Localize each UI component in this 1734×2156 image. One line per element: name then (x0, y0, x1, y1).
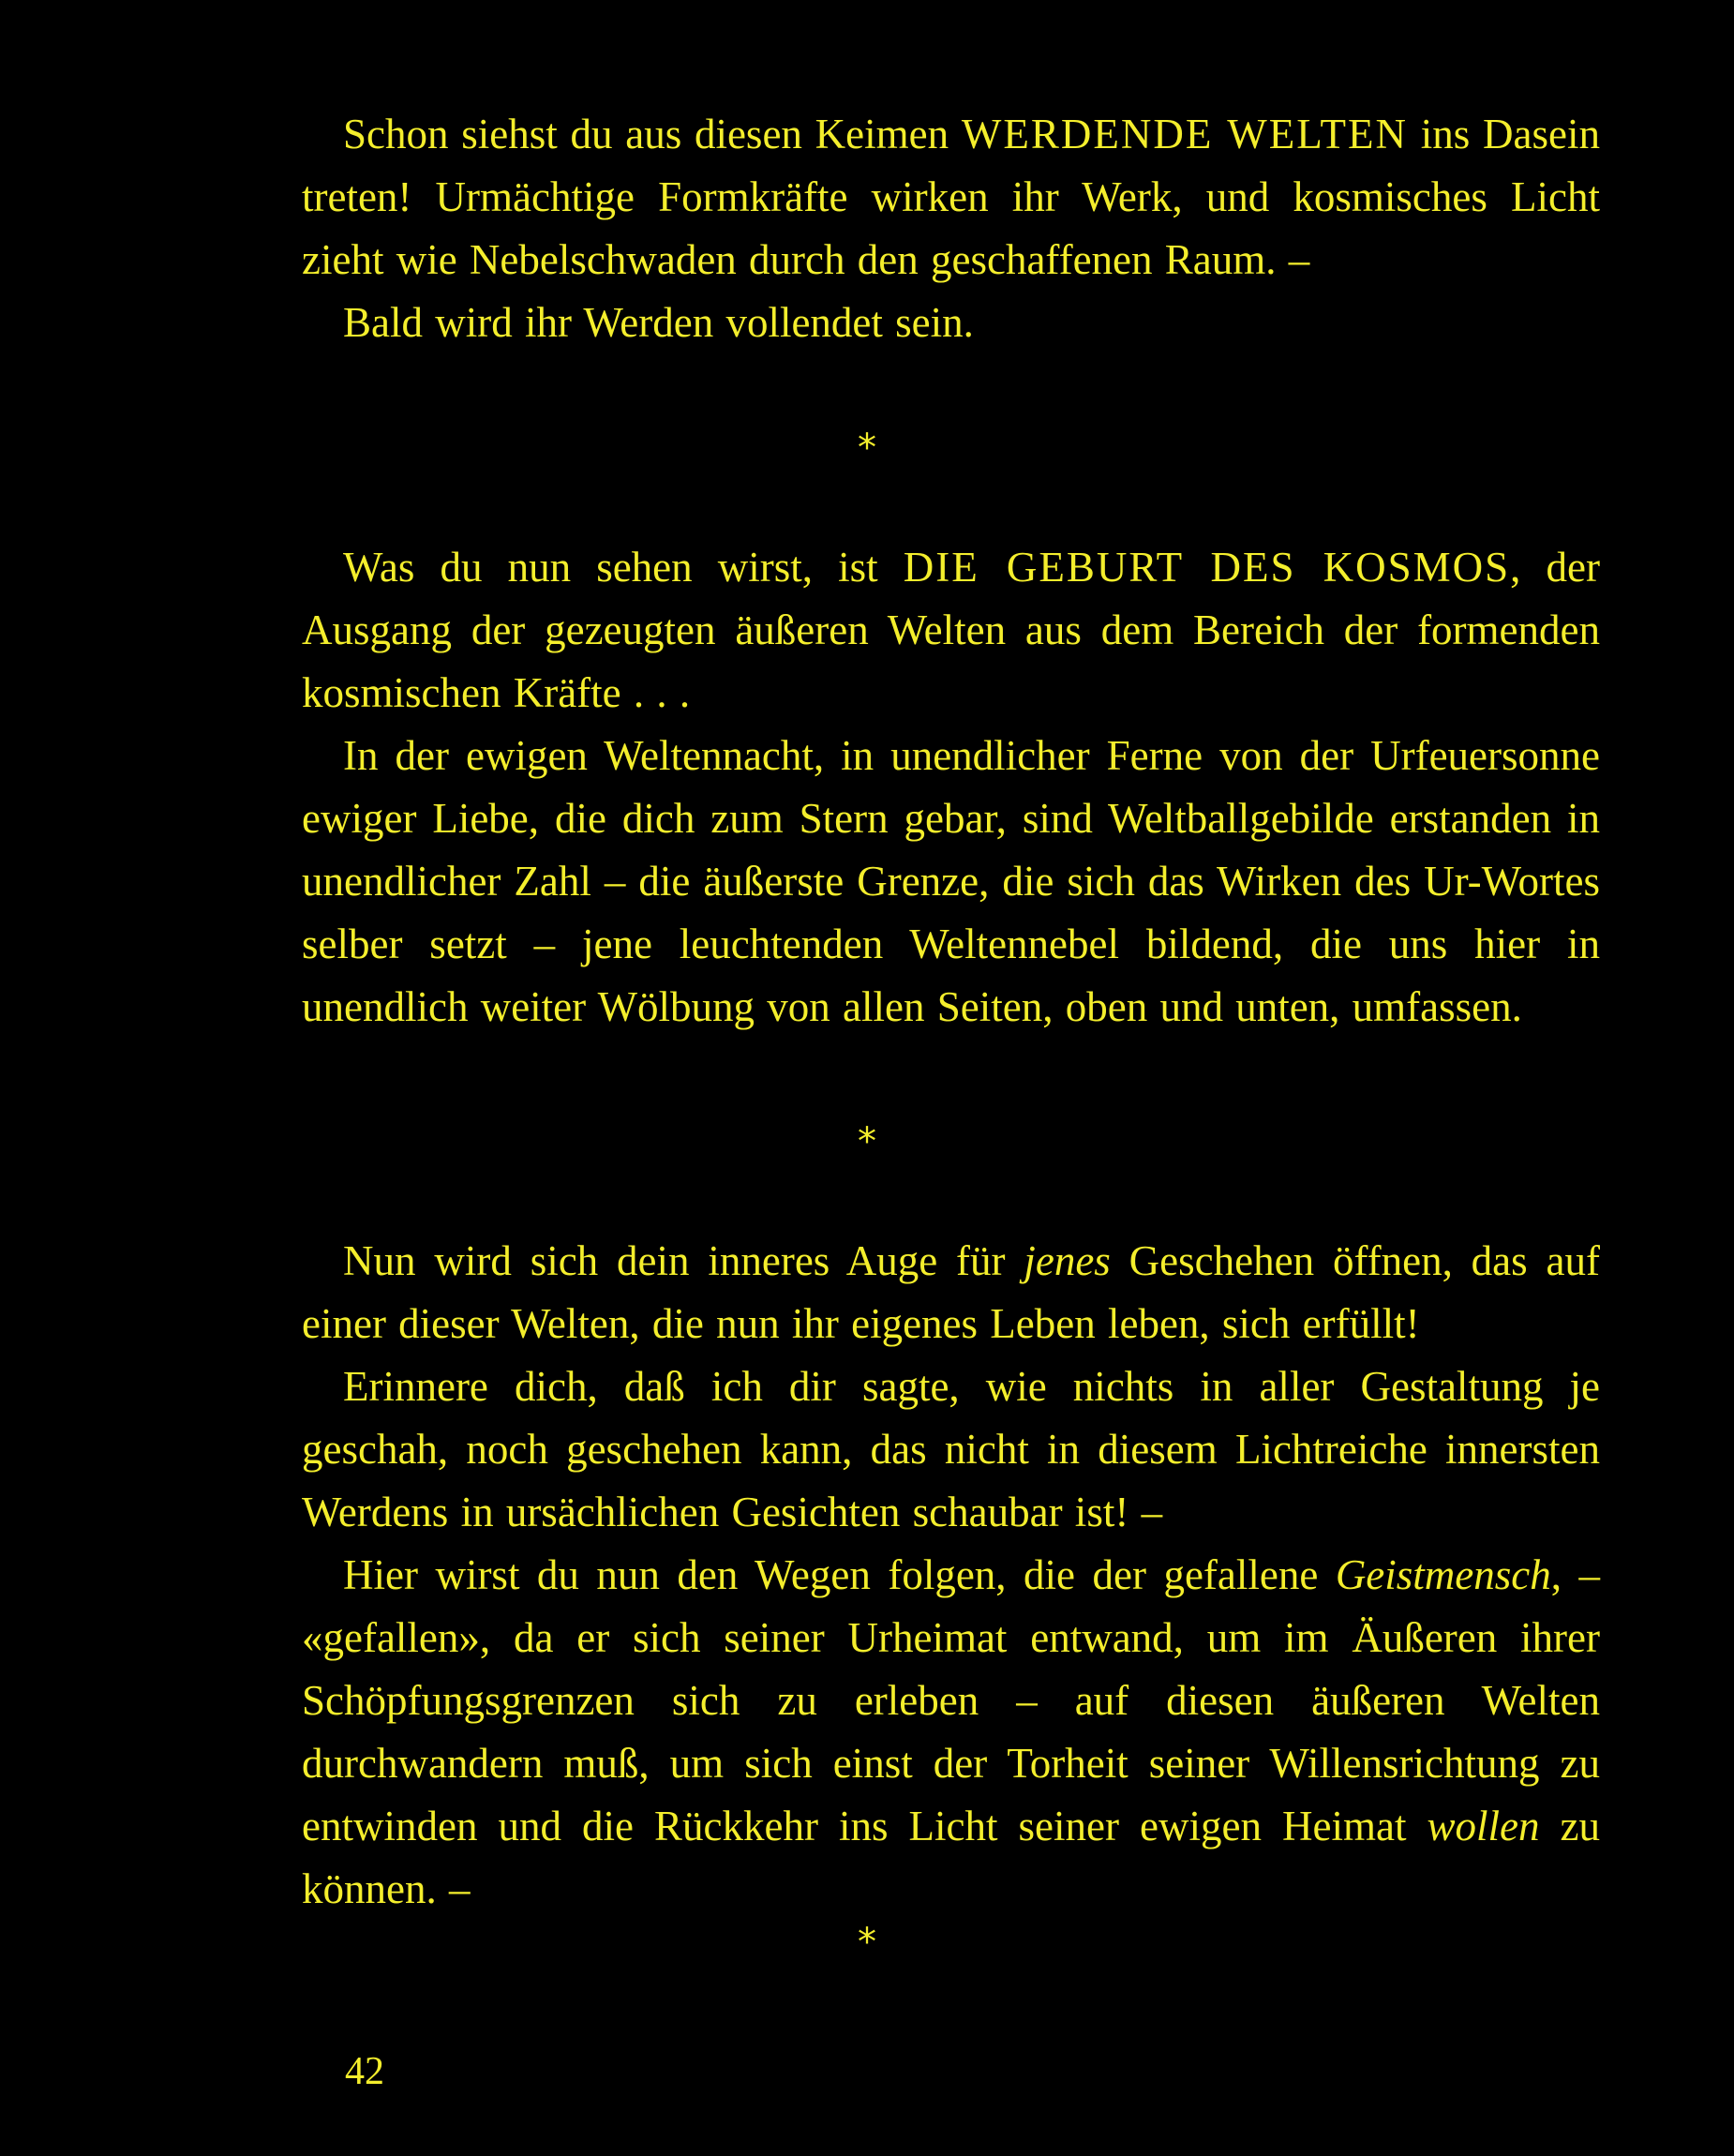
emphasis-caps: WERDENDE WELTEN (961, 111, 1409, 157)
paragraph (302, 1544, 1600, 1921)
section-separator-asterisk: * (858, 1120, 876, 1163)
section-geburt-des-kosmos (302, 536, 1600, 1039)
paragraph: Erinnere dich, daß ich dir sagte, wie nichts in aller Gestaltung je geschah, noch geschehen kann, das nicht in diesem Lichtreiche innersten Werdens in ursächlichen Gesichten schaubar ist! – (302, 1363, 1600, 1535)
section-werdende-welten (302, 103, 1600, 354)
paragraph: Bald wird ihr Werden vollendet sein. (343, 299, 974, 346)
emphasis-italic: Geistmensch (1335, 1551, 1551, 1598)
section-separator-asterisk: * (858, 427, 876, 470)
page-number: 42 (345, 2050, 384, 2093)
section-separator-asterisk: * (858, 1921, 876, 1964)
emphasis-caps: DIE GEBURT DES KOSMOS (903, 544, 1511, 591)
paragraph (302, 536, 1600, 725)
section-geschehen (302, 1230, 1600, 1921)
paragraph (302, 103, 1600, 292)
text-run: Geschehen öffnen, das auf einer dieser Welten, die nun ihr eigenes Leben leben, sich erfüllt! (302, 1237, 1600, 1347)
text-run: Hier wirst du nun den Wegen folgen, die der gefallene (343, 1551, 1336, 1598)
text-run: Schon siehst du aus diesen Keimen (343, 111, 962, 157)
text-run: Nun wird sich dein inneres Auge für (343, 1237, 1024, 1284)
text-run: zu können. – (302, 1803, 1600, 1912)
text-run: Was du nun sehen wirst, ist (343, 544, 904, 591)
emphasis-italic: jenes (1024, 1237, 1111, 1284)
text-run: ins Dasein treten! Urmächtige Formkräfte wirken ihr Werk, und kosmisches Licht zieht wie Nebelschwaden durch den geschaffenen Raum. – (302, 111, 1600, 283)
emphasis-italic: wollen (1427, 1803, 1540, 1849)
text-run: , – «gefallen», da er sich seiner Urheimat entwand, um im Äußeren ihrer Schöpfungsgrenzen sich zu erleben – auf diesen äußeren Welten durchwandern muß, um sich einst der Torheit seiner Willensrichtung zu entwinden und die Rückkehr ins Licht seiner ewigen Heimat (302, 1551, 1600, 1849)
text-run: , der Ausgang der gezeugten äußeren Welten aus dem Bereich der formenden kosmischen Kräfte . . . (302, 544, 1600, 716)
paragraph: In der ewigen Weltennacht, in unendlicher Ferne von der Urfeuersonne ewiger Liebe, die dich zum Stern gebar, sind Weltballgebilde erstanden in unendlicher Zahl – die äußerste Grenze, die sich das Wirken des Ur-Wortes selber setzt – jene leuchtenden Weltennebel bildend, die uns hier in unendlich weiter Wölbung von allen Seiten, oben und unten, umfassen. (302, 732, 1600, 1030)
paragraph (302, 1230, 1600, 1355)
